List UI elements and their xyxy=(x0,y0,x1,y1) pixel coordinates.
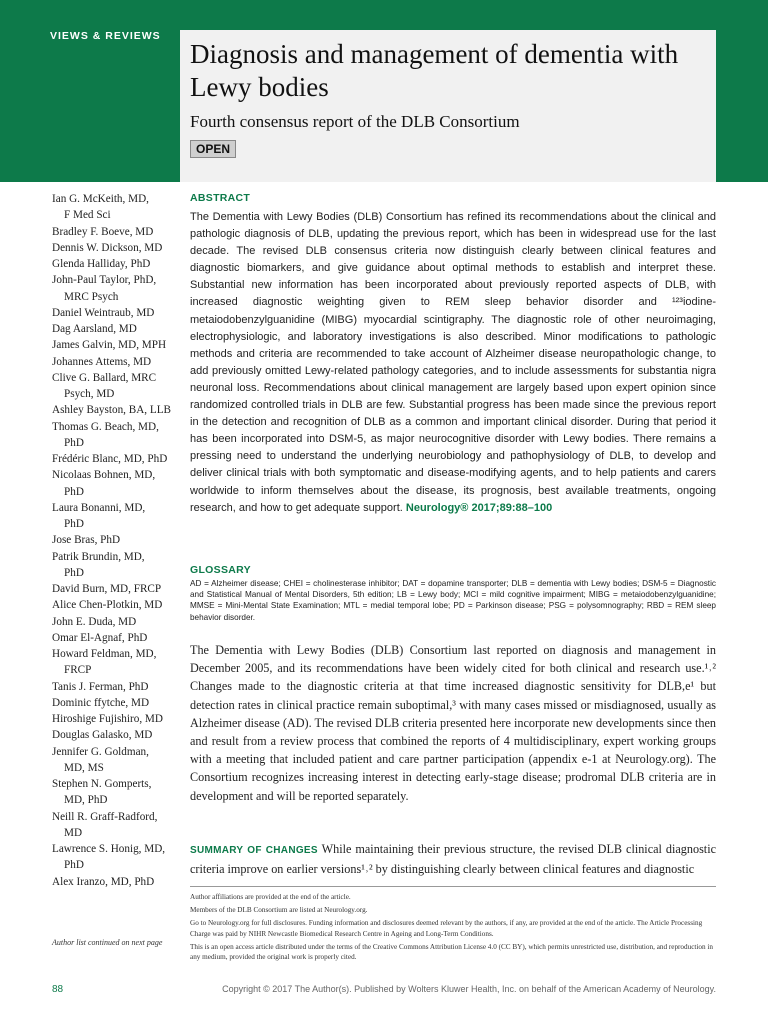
author-credential: MRC Psych xyxy=(64,290,119,303)
glossary-text: AD = Alzheimer disease; CHEI = cholinesterase inhibitor; DAT = dopamine transporter; DLB = dementia with Lewy bodies; DSM-5 = Diagnostic and Statistical Manual of Mental Disorders, 5th edition; LB = Lewy body; MCI = mild cognitive impairment; MIBG = metaiodobenzylguanidine; MMSE = Mini-Mental State Examination; MTL = medial temporal lobe; PD = Parkinson disease; PSG = polysomnography; RBD = REM sleep behavior disorder. xyxy=(190,579,716,622)
author-name: Hiroshige Fujishiro, MD xyxy=(52,713,163,725)
author-name: Daniel Weintraub, MD xyxy=(52,306,155,319)
footnote: Go to Neurology.org for full disclosures. Funding information and disclosures deemed relevant by the authors, if any, are provided at the end of the article. The Article Processing Charge was paid by NIHR Newcastle Biomedical Research Centre in Ageing and Long-Term Conditions. xyxy=(190,919,703,938)
footnote-rule xyxy=(190,886,716,887)
article-title: Diagnosis and management of dementia with Lewy bodies xyxy=(190,39,679,102)
author-name: Alex Iranzo, MD, PhD xyxy=(52,875,155,888)
author-credential: PhD xyxy=(64,859,84,872)
author-name: Lawrence S. Honig, MD, xyxy=(52,843,166,855)
author-credential: PhD xyxy=(64,436,84,449)
author-name: Jose Bras, PhD xyxy=(52,534,121,547)
author-name: Douglas Galasko, MD xyxy=(52,729,153,742)
author-name: Clive G. Ballard, MRC xyxy=(52,371,157,384)
author-credential: MD, MS xyxy=(64,761,104,774)
author-name: Dag Aarsland, MD xyxy=(52,323,137,335)
author-name: Tanis J. Ferman, PhD xyxy=(52,680,149,693)
author-name: Alice Chen-Plotkin, MD xyxy=(52,599,163,612)
author-name: Dennis W. Dickson, MD xyxy=(52,241,163,254)
footnote: This is an open access article distributed under the terms of the Creative Commons Attribution License 4.0 (CC BY), which permits unrestricted use, distribution, and reproduction in any medium, provided the original work is properly cited. xyxy=(190,942,713,962)
body-paragraph-1: The Dementia with Lewy Bodies (DLB) Consortium last reported on diagnosis and management in December 2005, and its recommendations have been widely cited for both clinical and research use.¹˒² Changes made to the diagnostic criteria at that time increased diagnostic sensitivity for DLB,e¹ but detection rates in clinical practice remain suboptimal,³ with many cases missed or misdiagnosed, usually as Alzheimer disease (AD). The revised DLB criteria presented here incorporate new developments since then and result from a review process that combined the reports of 4 multidisciplinary, expert working groups with a meeting that included patient and care partner participation (appendix e-1 at Neurology.org). The Consortium recognizes increasing interest in detecting early-stage disease; prodromal DLB criteria are in development and will be reported separately. xyxy=(190,643,716,803)
abstract-heading: ABSTRACT xyxy=(190,192,251,204)
section-label: VIEWS & REVIEWS xyxy=(50,30,161,42)
citation[interactable]: Neurology® 2017;89:88–100 xyxy=(405,501,553,514)
author-name: Laura Bonanni, MD, xyxy=(52,501,146,514)
author-name: John-Paul Taylor, PhD, xyxy=(52,274,157,287)
author-name: Jennifer G. Goldman, xyxy=(52,745,149,758)
author-credential: Psych, MD xyxy=(64,388,115,400)
abstract-body: The Dementia with Lewy Bodies (DLB) Consortium has refined its recommendations about the clinical and pathologic diagnosis of DLB, updating the previous report, which has been in widespread use for the last decade. The revised DLB consensus criteria now distinguish clearly between clinical features and diagnostic biomarkers, and give guidance about optimal methods to establish and interpret these. Substantial new information has been incorporated about previously reported aspects of DLB, with increased diagnostic weighting given to REM sleep behavior disorder and ¹²³iodine-metaiodobenzylguanidine (MIBG) myocardial scintigraphy. The diagnostic role of other neuroimaging, electrophysiologic, and laboratory investigations is also described. Minor modifications to pathologic methods and criteria are recommended to take account of Alzheimer disease neuropathologic change, to add previously omitted Lewy-related pathology categories, and to include assessments for substantia nigra neuronal loss. Recommendations about clinical management are largely based upon expert opinion since randomized controlled trials in DLB are few. Substantial progress has been made since the previous report in the detection and recognition of DLB as a common and important clinical disorder. During that period it has been incorporated into DSM-5, as major neurocognitive disorder with Lewy bodies. There remains a pressing need to understand the underlying neurobiology and pathophysiology of DLB, to develop and deliver clinical trials with both symptomatic and disease-modifying agents, and to help patients and carers worldwide to inform themselves about the disease, its prognosis, best available treatments, ongoing research, and how to get adequate support. xyxy=(190,211,716,514)
author-credential: F Med Sci xyxy=(64,209,111,222)
author-name: Dominic ffytche, MD xyxy=(52,696,150,709)
author-name: Bradley F. Boeve, MD xyxy=(52,225,154,238)
author-name: Omar El-Agnaf, PhD xyxy=(52,631,148,644)
author-name: Patrik Brundin, MD, xyxy=(52,550,145,563)
author-credential: MD xyxy=(64,826,83,839)
footnotes xyxy=(190,892,716,965)
author-name: Ian G. McKeith, MD, xyxy=(52,193,149,205)
author-credential: PhD xyxy=(64,566,84,579)
title-box xyxy=(180,30,716,182)
author-credential: PhD xyxy=(64,485,84,498)
glossary-heading: GLOSSARY xyxy=(190,564,251,576)
author-name: Stephen N. Gomperts, xyxy=(52,778,152,790)
body-paragraph-2 xyxy=(190,840,716,878)
author-credential: PhD xyxy=(64,518,84,530)
article-subtitle: Fourth consensus report of the DLB Consortium xyxy=(190,112,520,131)
author-credential: FRCP xyxy=(64,664,92,677)
author-list xyxy=(52,191,182,890)
author-name: Glenda Halliday, PhD xyxy=(52,258,151,270)
footnote: Author affiliations are provided at the end of the article. xyxy=(190,893,351,901)
summary-text: While maintaining their previous structure, the revised DLB clinical diagnostic criteria improve on earlier versions¹˒² by distinguishing clearly between clinical features and diagnostic xyxy=(190,842,716,877)
author-name: Frédéric Blanc, MD, PhD xyxy=(52,453,168,465)
copyright: Copyright © 2017 The Author(s). Published by Wolters Kluwer Health, Inc. on behalf of the American Academy of Neurology. xyxy=(222,984,716,994)
page-number: 88 xyxy=(52,984,64,995)
author-name: Johannes Attems, MD xyxy=(52,355,152,368)
author-name: Thomas G. Beach, MD, xyxy=(52,420,159,433)
author-list-note: Author list continued on next page xyxy=(52,938,163,947)
footnote: Members of the DLB Consortium are listed at Neurology.org. xyxy=(190,906,368,915)
author-name: Howard Feldman, MD, xyxy=(52,648,157,660)
author-credential: MD, PhD xyxy=(64,794,108,807)
author-name: Ashley Bayston, BA, LLB xyxy=(52,404,172,417)
author-name: John E. Duda, MD xyxy=(52,615,137,628)
summary-heading: SUMMARY OF CHANGES xyxy=(190,845,318,856)
author-name: Neill R. Graff-Radford, xyxy=(52,810,158,823)
author-name: Nicolaas Bohnen, MD, xyxy=(52,469,156,482)
open-access-badge[interactable]: OPEN xyxy=(190,140,236,158)
abstract-text xyxy=(190,209,716,517)
author-name: James Galvin, MD, MPH xyxy=(52,339,167,352)
author-name: David Burn, MD, FRCP xyxy=(52,583,162,595)
